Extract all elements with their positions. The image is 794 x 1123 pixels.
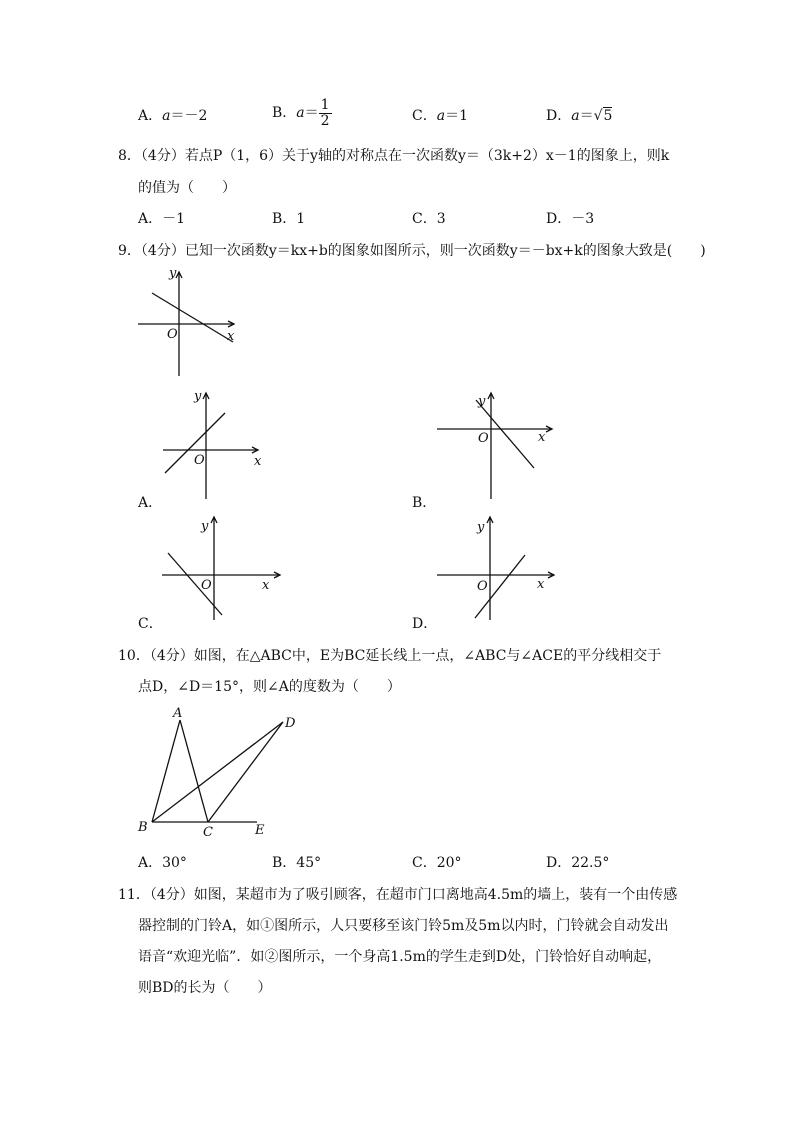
q10-option-d: D．22.5° — [546, 855, 610, 871]
axis-label-x: x — [538, 430, 546, 445]
q9-option-b-label: B． — [412, 495, 437, 511]
segment-AC — [180, 720, 208, 822]
origin-label: O — [478, 431, 489, 446]
q11-stem-line1: 11．（4分）如图，某超市为了吸引顾客，在超市门口离地高4.5m的墙上，装有一个由传感 — [118, 887, 678, 903]
point-label-a: A — [173, 706, 183, 721]
q10-option-a: A．30° — [138, 855, 187, 871]
origin-label: O — [167, 327, 178, 342]
segment-BD — [152, 722, 283, 822]
q10-option-c: C．20° — [412, 855, 462, 871]
point-label-e: E — [255, 823, 265, 838]
q8-stem-line2: 的值为（ ） — [138, 180, 236, 196]
q7-option-d: D．a＝√5 — [546, 108, 613, 124]
sqrt-sign: √ — [593, 108, 603, 124]
q8-option-a: A．－1 — [138, 211, 186, 227]
q7-option-b: B．a＝ $\frac{1}{2}$ — [272, 97, 330, 129]
point-label-d: D — [285, 716, 296, 731]
axis-label-x: x — [262, 578, 270, 593]
axis-label-y: y — [201, 519, 209, 534]
origin-label: O — [201, 578, 212, 593]
q8-stem-line1: 8．（4分）若点P（1，6）关于y轴的对称点在一次函数y＝（3k+2）x－1的图象上，则k — [118, 148, 670, 164]
q11-stem-line4: 则BD的长为（ ） — [138, 980, 272, 996]
fraction-one-half: $\frac{1}{2}$ — [320, 97, 330, 129]
q8-option-d: D．－3 — [546, 211, 595, 227]
point-label-b: B — [138, 820, 148, 835]
q7-option-a: A．a＝－2 — [138, 108, 208, 124]
segment-CD — [208, 722, 283, 822]
origin-label: O — [477, 579, 488, 594]
q7-option-c: C．a＝1 — [412, 108, 468, 124]
q9-option-c-label: C． — [138, 616, 163, 632]
axis-label-y: y — [477, 520, 485, 535]
point-label-c: C — [203, 825, 213, 840]
q10-stem-line2: 点D，∠D＝15°，则∠A的度数为（ ） — [138, 679, 401, 695]
origin-label: O — [194, 453, 205, 468]
q11-stem-line3: 语音“欢迎光临”．如②图所示，一个身高1.5m的学生走到D处，门铃恰好自动响起， — [138, 949, 662, 965]
axis-label-y: y — [194, 389, 202, 404]
axis-label-x: x — [227, 329, 235, 344]
q10-option-b: B．45° — [272, 855, 322, 871]
q11-stem-line2: 器控制的门铃A，如①图所示，人只要移至该门铃5m及5m以内时，门铃就会自动发出 — [138, 918, 669, 934]
axis-label-y: y — [169, 266, 177, 281]
axis-label-x: x — [537, 577, 545, 592]
axis-label-x: x — [254, 454, 262, 469]
q8-option-c: C．3 — [412, 211, 446, 227]
q9-stem: 9．（4分）已知一次函数y＝kx+b的图象如图所示，则一次函数y＝－bx+k的图象大致是( ) — [118, 243, 706, 259]
q9-option-d-label: D． — [412, 616, 438, 632]
q8-option-b: B．1 — [272, 211, 306, 227]
axis-label-y: y — [478, 394, 486, 409]
q10-stem-line1: 10．（4分）如图，在△ABC中，E为BC延长线上一点，∠ABC与∠ACE的平分线相交于 — [118, 648, 662, 664]
q9-option-a-label: A． — [138, 495, 163, 511]
segment-AB — [152, 720, 180, 822]
